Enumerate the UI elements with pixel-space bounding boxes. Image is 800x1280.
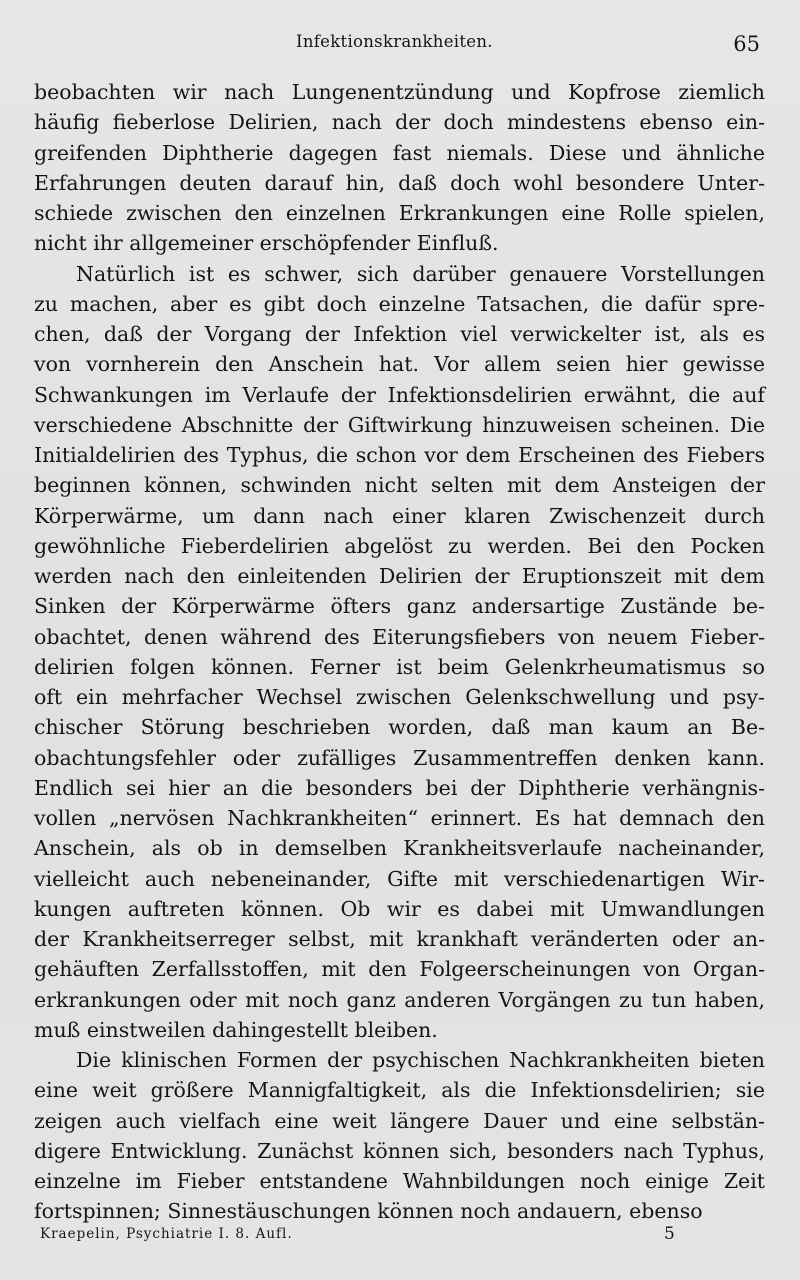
text-line: von vornherein den Anschein hat. Vor allem seien hier gewisse — [34, 352, 765, 377]
paragraph — [34, 1045, 765, 1227]
text-line: obachtet, denen während des Eiterungsfiebers von neuem Fieber- — [34, 624, 765, 649]
text-line: beobachten wir nach Lungenentzündung und Kopfrose ziemlich — [34, 80, 765, 104]
text-line: chischer Störung beschrieben worden, daß man kaum an Be- — [34, 715, 765, 740]
text-line: schiede zwischen den einzelnen Erkrankungen eine Rolle spielen, — [34, 201, 765, 225]
footer-author: Kraepelin, Psychiatrie I. 8. Aufl. — [40, 1226, 293, 1242]
text-line: werden nach den einleitenden Delirien der Eruptionszeit mit dem — [34, 564, 765, 588]
text-line: muß einstweilen dahingestellt bleiben. — [34, 1017, 438, 1042]
text-line: oft ein mehrfacher Wechsel zwischen Gelenkschwellung und psy- — [34, 685, 765, 709]
text-line: häufig fieberlose Delirien, nach der doch mindestens ebenso ein- — [34, 110, 765, 135]
text-line: einzelne im Fieber entstandene Wahnbildungen noch einige Zeit — [34, 1169, 765, 1193]
text-line: erkrankungen oder mit noch ganz anderen Vorgängen zu tun haben, — [34, 987, 765, 1012]
page-footer — [0, 1226, 800, 1246]
text-line: Anschein, als ob in demselben Krankheitsverlaufe nacheinander, — [34, 836, 765, 861]
paragraph — [34, 259, 765, 1046]
running-title: Infektionskrankheiten. — [296, 32, 493, 51]
text-line: Sinken der Körperwärme öfters ganz andersartige Zustände be- — [34, 594, 765, 619]
running-head — [0, 32, 800, 56]
page-number: 65 — [733, 32, 760, 56]
text-line: Die klinischen Formen der psychischen Nachkrankheiten bieten — [76, 1048, 765, 1072]
text-line: verschiedene Abschnitte der Giftwirkung hinzuweisen scheinen. Die — [34, 412, 765, 437]
text-line: zeigen auch vielfach eine weit längere Dauer und eine selbstän- — [34, 1108, 765, 1133]
text-line: zu machen, aber es gibt doch einzelne Tatsachen, die dafür spre- — [34, 291, 765, 316]
text-line: beginnen können, schwinden nicht selten mit dem Ansteigen der — [34, 473, 765, 498]
body-text — [34, 77, 765, 1227]
text-line: gehäuften Zerfallsstoffen, mit den Folgeerscheinungen von Organ- — [34, 957, 765, 982]
paragraph — [34, 77, 765, 259]
text-line: Schwankungen im Verlaufe der Infektionsdelirien erwähnt, die auf — [34, 382, 765, 407]
text-line: fortspinnen; Sinnestäuschungen können noch andauern, ebenso — [34, 1199, 703, 1224]
text-line: eine weit größere Mannigfaltigkeit, als die Infektionsdelirien; sie — [34, 1078, 765, 1103]
text-line: digere Entwicklung. Zunächst können sich, besonders nach Typhus, — [34, 1138, 765, 1163]
text-line: Körperwärme, um dann nach einer klaren Zwischenzeit durch — [34, 503, 765, 528]
text-line: Initialdelirien des Typhus, die schon vor dem Erscheinen des Fiebers — [34, 443, 765, 467]
signature-mark: 5 — [664, 1224, 675, 1244]
text-line: Endlich sei hier an die besonders bei der Diphtherie verhängnis- — [34, 775, 765, 800]
text-line: kungen auftreten können. Ob wir es dabei mit Umwandlungen — [34, 896, 765, 921]
text-line: delirien folgen können. Ferner ist beim Gelenkrheumatismus so — [34, 654, 765, 679]
text-line: vielleicht auch nebeneinander, Gifte mit verschiedenartigen Wir- — [34, 866, 765, 891]
text-line: chen, daß der Vorgang der Infektion viel verwickelter ist, als es — [34, 322, 765, 346]
text-line: gewöhnliche Fieberdelirien abgelöst zu werden. Bei den Pocken — [34, 533, 765, 558]
text-line: Natürlich ist es schwer, sich darüber genauere Vorstellungen — [76, 261, 765, 286]
text-line: obachtungsfehler oder zufälliges Zusammentreffen denken kann. — [34, 745, 765, 770]
text-line: nicht ihr allgemeiner erschöpfender Einfluß. — [34, 231, 499, 256]
text-line: greifenden Diphtherie dagegen fast niemals. Diese und ähnliche — [34, 140, 765, 165]
text-line: vollen „nervösen Nachkrankheiten“ erinnert. Es hat demnach den — [34, 806, 765, 830]
text-line: der Krankheitserreger selbst, mit krankhaft veränderten oder an- — [34, 927, 765, 951]
text-line: Erfahrungen deuten darauf hin, daß doch wohl besondere Unter- — [34, 170, 765, 195]
